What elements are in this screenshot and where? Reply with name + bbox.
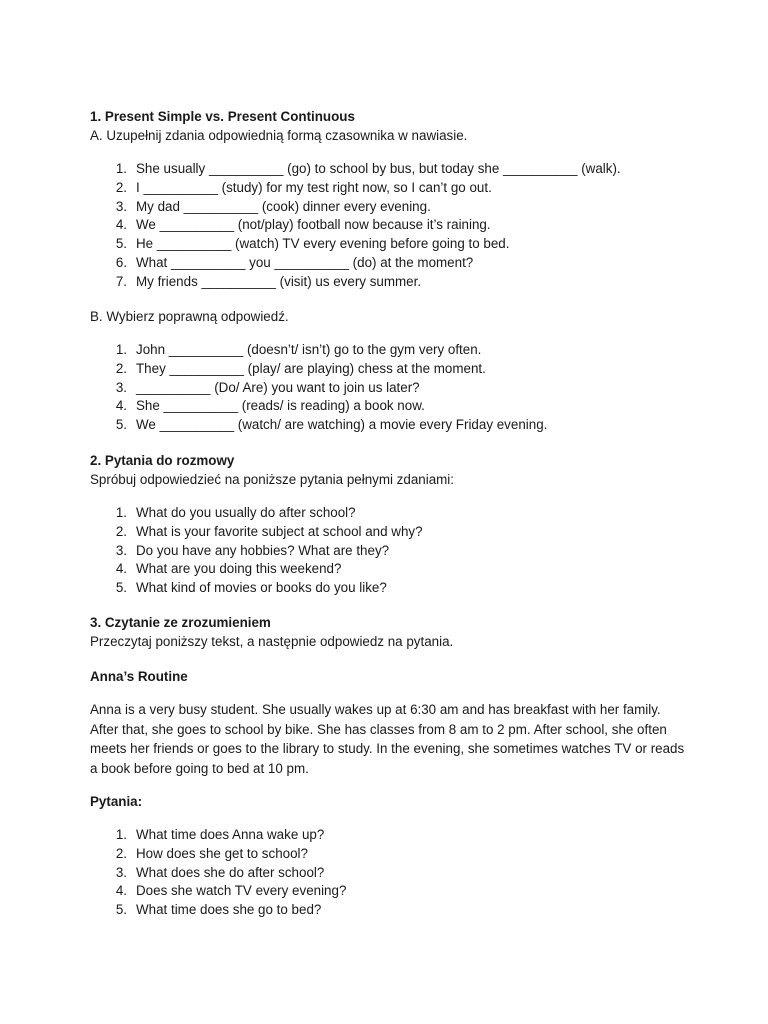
list-item bbox=[90, 882, 346, 901]
list-item-number: 2. bbox=[115, 523, 127, 539]
list-item-text: What is your favorite subject at school and why? bbox=[136, 523, 423, 539]
list-item-text: What does she do after school? bbox=[136, 864, 325, 880]
list-item bbox=[90, 379, 547, 398]
list-item bbox=[90, 216, 621, 235]
list-item-number: 4. bbox=[115, 561, 127, 577]
list-item bbox=[90, 579, 423, 598]
list-item-text: __________ (Do/ Are) you want to join us later? bbox=[136, 379, 420, 395]
list-item-number: 5. bbox=[115, 902, 127, 918]
section-2-title: 2. Pytania do rozmowy bbox=[90, 453, 235, 468]
list-item-text: What time does Anna wake up? bbox=[136, 827, 325, 842]
list-item-text: She usually __________ (go) to school by bus, but today she __________ (walk). bbox=[136, 161, 621, 176]
list-item bbox=[90, 254, 621, 273]
list-item-number: 3. bbox=[115, 198, 127, 214]
list-item bbox=[90, 826, 346, 845]
list-item bbox=[90, 273, 621, 292]
list-item bbox=[90, 845, 346, 864]
list-item bbox=[90, 523, 423, 542]
list-item-text: I __________ (study) for my test right now, so I can’t go out. bbox=[136, 179, 492, 195]
list-item-text: What time does she go to bed? bbox=[136, 902, 322, 918]
list-item-text: They __________ (play/ are playing) chess at the moment. bbox=[136, 360, 486, 376]
list-item bbox=[90, 360, 547, 379]
questions-title: Pytania: bbox=[90, 794, 143, 809]
list-item-number: 2. bbox=[115, 360, 127, 376]
section-1a-instruction: A. Uzupełnij zdania odpowiednią formą czasownika w nawiasie. bbox=[90, 128, 468, 143]
list-item bbox=[90, 160, 621, 179]
list-item-number: 4. bbox=[115, 883, 127, 899]
list-item-number: 5. bbox=[115, 417, 127, 433]
list-item-text: John __________ (doesn’t/ isn’t) go to the gym very often. bbox=[136, 342, 482, 357]
list-item-text: What kind of movies or books do you like? bbox=[136, 580, 387, 596]
reading-title: Anna’s Routine bbox=[90, 669, 188, 684]
list-item-number: 5. bbox=[115, 580, 127, 596]
list-item-text: What are you doing this weekend? bbox=[136, 561, 342, 577]
list-item-text: We __________ (not/play) football now because it’s raining. bbox=[136, 217, 491, 233]
list-item-number: 4. bbox=[115, 217, 127, 233]
list-item-number: 3. bbox=[115, 379, 127, 395]
list-item-text: Do you have any hobbies? What are they? bbox=[136, 542, 390, 558]
list-item bbox=[90, 901, 346, 920]
section-1-title: 1. Present Simple vs. Present Continuous bbox=[90, 109, 355, 124]
list-item bbox=[90, 198, 621, 217]
list-item bbox=[90, 397, 547, 416]
list-item-number: 1. bbox=[115, 827, 127, 842]
list-item-text: He __________ (watch) TV every evening before going to bed. bbox=[136, 236, 510, 252]
questions-list bbox=[90, 826, 346, 920]
list-item-text: We __________ (watch/ are watching) a movie every Friday evening. bbox=[136, 417, 548, 433]
list-item bbox=[90, 560, 423, 579]
section-2-instruction: Spróbuj odpowiedzieć na poniższe pytania pełnymi zdaniami: bbox=[90, 472, 454, 487]
list-item-text: What __________ you __________ (do) at the moment? bbox=[136, 254, 474, 270]
list-item-text: What do you usually do after school? bbox=[136, 505, 356, 520]
list-item-text: How does she get to school? bbox=[136, 845, 308, 861]
list-item-number: 1. bbox=[115, 505, 127, 520]
list-item-number: 6. bbox=[115, 254, 127, 270]
list-item-text: Does she watch TV every evening? bbox=[136, 883, 347, 899]
section-2-list bbox=[90, 504, 423, 598]
section-1a-list bbox=[90, 160, 621, 292]
list-item-text: She __________ (reads/ is reading) a book now. bbox=[136, 398, 425, 414]
list-item-number: 3. bbox=[115, 542, 127, 558]
list-item-text: My friends __________ (visit) us every summer. bbox=[136, 273, 422, 289]
list-item bbox=[90, 235, 621, 254]
section-3-instruction: Przeczytaj poniższy tekst, a następnie odpowiedz na pytania. bbox=[90, 634, 454, 649]
reading-passage: Anna is a very busy student. She usually wakes up at 6:30 am and has breakfast with her family. After that, she goes to school by bike. She has classes from 8 am to 2 pm. After school, she often meets her friends or goes to the library to study. In the evening, she sometimes watches TV or reads a book before going to bed at 10 pm. bbox=[90, 702, 685, 776]
section-3-title: 3. Czytanie ze zrozumieniem bbox=[90, 615, 271, 630]
list-item-number: 2. bbox=[115, 179, 127, 195]
list-item-number: 7. bbox=[115, 273, 127, 289]
list-item bbox=[90, 864, 346, 883]
list-item bbox=[90, 416, 547, 435]
list-item bbox=[90, 341, 547, 360]
list-item bbox=[90, 542, 423, 561]
list-item-number: 4. bbox=[115, 398, 127, 414]
list-item-number: 1. bbox=[115, 161, 127, 176]
list-item-number: 3. bbox=[115, 864, 127, 880]
list-item bbox=[90, 504, 423, 523]
list-item bbox=[90, 179, 621, 198]
list-item-text: My dad __________ (cook) dinner every evening. bbox=[136, 198, 431, 214]
section-1b-instruction: B. Wybierz poprawną odpowiedź. bbox=[90, 309, 289, 324]
section-1b-list bbox=[90, 341, 547, 435]
list-item-number: 2. bbox=[115, 845, 127, 861]
list-item-number: 1. bbox=[115, 342, 127, 357]
list-item-number: 5. bbox=[115, 236, 127, 252]
